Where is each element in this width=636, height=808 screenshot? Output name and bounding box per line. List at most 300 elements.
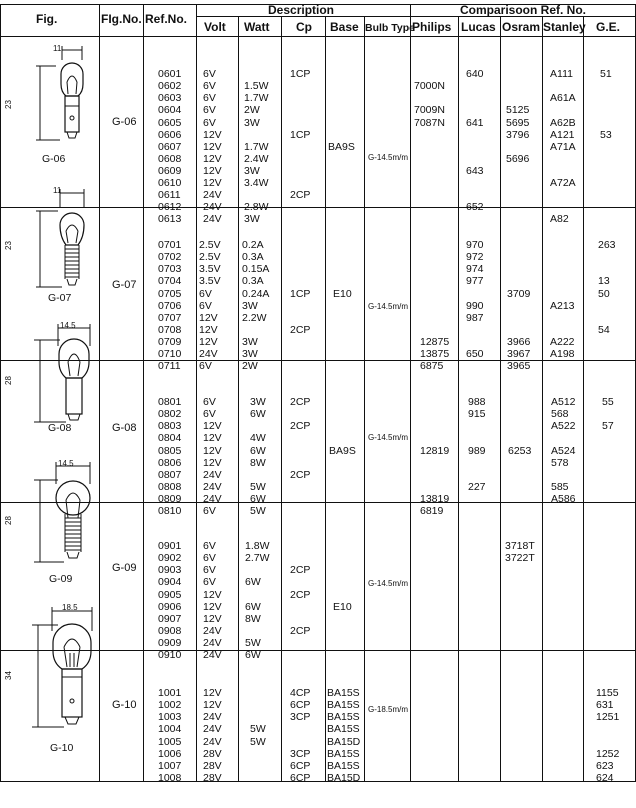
table-cell: 0907 [158,612,182,625]
ge-column [598,215,616,396]
table-cell: 989 [468,444,486,457]
table-cell [466,723,484,735]
table-cell [414,141,445,153]
table-cell [245,564,270,576]
table-cell [506,165,529,177]
table-cell: 6V [203,92,216,105]
table-cell [505,625,535,637]
table-cell: 8W [245,612,261,625]
watt-column [250,663,268,808]
lucas-column [466,516,484,685]
table-cell: 24V [203,213,222,226]
table-cell [329,469,356,481]
table-cell: 12V [203,588,222,601]
table-cell: 13875 [420,348,450,361]
table-cell [600,153,618,165]
table-cell: 1155 [596,687,619,700]
table-cell: 0711 [158,360,181,373]
table-cell: 6W [250,408,266,421]
table-cell [505,601,535,613]
table-cell [328,177,355,189]
table-cell [507,312,530,324]
osram-column [505,663,523,808]
table-cell: 640 [466,68,484,81]
table-cell: 0704 [158,275,182,288]
table-cell [420,300,449,312]
table-cell: 0903 [158,564,182,577]
table-cell: 0801 [158,396,182,409]
table-cell [550,723,568,735]
table-cell [550,613,568,625]
table-cell: 6V [203,552,216,565]
header-cp: Cp [296,20,312,34]
table-cell: 3.5V [199,275,221,288]
table-cell [508,396,531,408]
table-cell [505,637,535,649]
table-cell: 3.4W [244,177,269,190]
table-cell [329,420,356,432]
table-cell [290,165,310,177]
table-cell: 0804 [158,432,182,445]
table-cell [290,576,310,588]
table-cell: 1005 [158,735,182,748]
table-cell [550,251,575,263]
table-cell: 1002 [158,699,182,712]
table-cell [466,699,484,711]
table-cell: 624 [596,771,614,784]
table-cell: 6819 [420,505,444,518]
table-cell [550,736,568,748]
table-cell [466,540,484,552]
table-cell [466,552,484,564]
table-cell: 2W [242,360,258,373]
table-cell: 0605 [158,116,182,129]
dim-width: 11 [53,186,62,195]
table-cell: 623 [596,759,614,772]
table-cell: A213 [550,299,575,312]
table-cell: 2CP [290,468,311,481]
table-cell [290,251,310,263]
table-cell [420,469,449,481]
stanley-column [550,215,575,396]
table-cell: 0908 [158,624,182,637]
volt-column [199,215,221,396]
osram-column [507,215,530,396]
table-cell: 972 [466,251,484,264]
table-cell [506,80,529,92]
table-cell [420,736,438,748]
table-cell [550,699,568,711]
table-cell: BA15S [327,711,360,724]
table-cell [290,80,310,92]
table-cell [505,736,523,748]
table-cell [328,153,355,165]
table-cell [290,153,310,165]
table-cell: 0901 [158,540,182,553]
table-cell: A586 [551,492,576,505]
table-cell [600,201,618,213]
table-cell [505,711,523,723]
table-cell: 0606 [158,128,182,141]
table-cell [600,177,618,189]
table-cell [466,772,484,784]
table-cell [290,493,310,505]
table-cell [505,576,535,588]
table-cell: BA15S [327,687,360,700]
table-cell [466,613,484,625]
table-cell: 50 [598,287,610,300]
table-cell [420,312,449,324]
dim-width: 14.5 [60,321,76,330]
dim-height: 23 [3,241,13,250]
table-cell: 974 [466,263,484,276]
table-cell [506,141,529,153]
table-cell [508,420,531,432]
table-cell: A71A [550,140,576,153]
table-cell: 24V [203,735,222,748]
table-cell [244,129,269,141]
header-description: Description [268,3,335,17]
philips-column [420,516,438,685]
table-cell: BA15S [327,759,360,772]
table-cell: 3W [250,396,266,409]
table-cell [600,80,618,92]
header-osram: Osram [502,20,541,34]
table-cell [333,613,352,625]
table-cell [466,748,484,760]
table-cell [466,601,484,613]
table-cell: 977 [466,275,484,288]
table-cell [250,420,268,432]
table-cell [290,601,310,613]
table-cell [505,772,523,784]
table-cell [602,469,620,481]
table-cell: BA15S [327,723,360,736]
table-cell: 1CP [290,68,311,81]
table-cell [505,649,535,661]
table-cell [420,589,438,601]
table-cell [468,457,486,469]
fig-no: G-09 [112,562,137,574]
table-cell [550,576,568,588]
table-cell: 0.15A [242,263,270,276]
table-cell [333,564,352,576]
table-cell: 7009N [414,104,445,117]
table-cell [290,275,310,287]
header-volt: Volt [204,20,226,34]
table-cell [414,189,445,201]
table-cell [414,153,445,165]
table-cell [250,772,268,784]
table-cell: 970 [466,239,484,252]
table-cell [550,201,576,213]
table-cell: 6CP [290,759,311,772]
table-cell [244,189,269,201]
table-cell [466,711,484,723]
table-cell: 6V [203,564,216,577]
table-cell [550,589,568,601]
table-cell [598,336,616,348]
table-cell [290,432,310,444]
table-cell: 0602 [158,80,182,93]
table-cell: 3709 [507,287,531,300]
table-cell [333,637,352,649]
table-cell [550,711,568,723]
table-cell [333,576,352,588]
table-cell [328,129,355,141]
table-cell [600,104,618,116]
table-cell [420,420,449,432]
table-cell: 0802 [158,408,182,421]
table-cell [505,613,535,625]
table-cell: A512 [551,396,576,409]
bulb-type: G-18.5m/m [368,705,409,714]
table-cell [290,92,310,104]
base-column [327,663,360,808]
watt-column [245,516,270,685]
table-cell: 2CP [290,189,311,202]
table-cell: 24V [203,468,222,481]
bulb-type: G-14.5m/m [368,579,409,588]
table-cell [507,300,530,312]
table-cell: 0707 [158,311,182,324]
table-cell [420,552,438,564]
table-cell [242,324,269,336]
dim-height: 23 [3,100,13,109]
table-cell [290,481,310,493]
table-cell [466,589,484,601]
table-cell: BA15S [327,747,360,760]
table-cell: 0706 [158,299,182,312]
table-cell: 6875 [420,360,444,373]
table-cell [550,637,568,649]
cp-column [290,215,310,396]
table-cell: 12V [203,612,222,625]
table-cell [505,723,523,735]
table-cell [507,251,530,263]
table-cell [505,760,523,772]
table-cell: 28V [203,771,222,784]
table-cell: 0904 [158,576,182,589]
table-cell: 24V [203,636,222,649]
table-cell: 6V [199,360,212,373]
table-cell [290,540,310,552]
table-cell: 0608 [158,152,182,165]
table-cell: 2CP [290,420,311,433]
table-cell: 2.8W [244,201,269,214]
table-cell [290,117,310,129]
table-cell [466,104,484,116]
table-cell: 3W [244,164,260,177]
table-cell: 2.4W [244,152,269,165]
fig-no: G-10 [112,699,137,711]
table-cell [600,189,618,201]
table-cell [420,649,438,661]
table-cell: 0708 [158,323,182,336]
table-cell: 5W [250,505,266,518]
bulb-type: G-14.5m/m [368,433,409,442]
table-cell: 0.3A [242,275,264,288]
table-cell: 12V [203,600,222,613]
header-ge: G.E. [596,20,621,34]
table-cell: 6W [250,492,266,505]
table-cell [290,408,310,420]
table-cell: 631 [596,699,614,712]
table-cell: 1251 [596,711,620,724]
table-cell: 1.7W [244,92,269,105]
table-cell: 2CP [290,564,311,577]
table-cell [550,772,568,784]
table-cell [333,552,352,564]
table-cell [550,263,575,275]
table-cell [328,68,355,80]
table-cell: A522 [551,420,576,433]
table-cell [466,336,484,348]
ref-no-column [158,215,181,396]
table-cell: 652 [466,201,484,214]
table-cell [507,263,530,275]
table-cell [598,251,616,263]
table-cell: 3W [244,116,260,129]
table-cell: 5W [250,735,266,748]
table-cell [550,360,575,372]
table-cell [290,457,310,469]
table-cell: 0611 [158,189,181,202]
table-cell: 5W [245,636,261,649]
dim-height: 28 [3,376,13,385]
table-cell [596,736,619,748]
table-cell: 5695 [506,116,530,129]
table-cell [506,201,529,213]
table-cell: 12V [203,444,222,457]
table-cell: A121 [550,128,575,141]
table-cell: 12V [199,335,218,348]
table-cell: 5W [250,723,266,736]
table-cell: 2W [244,104,260,117]
table-cell: 0807 [158,468,182,481]
table-cell [328,104,355,116]
table-cell: 6V [199,299,212,312]
table-cell [333,324,352,336]
table-cell [420,760,438,772]
dim-width: 11 [53,44,62,53]
table-cell: 0.24A [242,287,270,300]
table-cell [333,312,352,324]
table-cell: 3W [242,299,258,312]
table-cell [468,493,486,505]
table-cell: 8W [250,456,266,469]
table-cell [420,637,438,649]
table-cell: 3966 [507,335,531,348]
table-cell: 0603 [158,92,182,105]
table-cell: 28V [203,759,222,772]
table-cell [466,736,484,748]
table-cell: 24V [203,201,222,214]
table-cell [602,481,620,493]
table-cell: 0803 [158,420,182,433]
table-cell: 12V [203,140,222,153]
stanley-column [550,516,568,685]
table-cell [414,68,445,80]
table-cell [420,457,449,469]
table-cell: A62B [550,116,576,129]
table-cell [506,92,529,104]
table-cell: 2.7W [245,552,270,565]
table-cell: A198 [550,348,575,361]
table-cell: 0609 [158,164,182,177]
table-cell [600,625,618,637]
table-cell [550,312,575,324]
table-cell [466,687,484,699]
table-cell: 7087N [414,116,445,129]
table-cell [333,649,352,661]
table-cell [466,637,484,649]
table-cell [550,601,568,613]
table-cell: 6V [203,116,216,129]
table-cell [420,625,438,637]
fig-label: G-06 [42,153,66,165]
table-cell [550,625,568,637]
table-cell: 0902 [158,552,182,565]
table-cell: 6W [250,444,266,457]
table-cell: 650 [466,348,484,361]
table-cell: 12V [203,164,222,177]
table-cell [505,699,523,711]
table-cell: A82 [550,213,569,226]
table-cell: BA15D [327,735,361,748]
cp-column [290,516,310,685]
table-cell: 6V [203,104,216,117]
table-cell [290,201,310,213]
table-cell: 0702 [158,251,182,264]
table-cell [414,201,445,213]
table-cell [290,348,310,360]
table-cell: 1.8W [245,540,270,553]
table-cell [602,432,620,444]
table-cell [466,360,484,372]
table-cell: 6CP [290,699,311,712]
table-cell: 263 [598,239,616,252]
table-cell: 1004 [158,723,182,736]
dim-width: 18.5 [62,603,78,612]
table-cell [508,432,531,444]
table-cell: 0607 [158,140,182,153]
table-cell [290,552,310,564]
bulb-g-09-drawing-icon [20,458,100,568]
table-cell: 24V [203,723,222,736]
table-cell: 3967 [507,348,531,361]
table-cell [600,552,618,564]
table-cell [600,141,618,153]
table-cell [328,201,355,213]
table-cell: 6V [203,68,216,81]
header-ref-no: Ref.No. [145,12,187,26]
table-cell: 2.5V [199,239,221,252]
table-cell [466,129,484,141]
table-cell [420,251,449,263]
table-cell [508,457,531,469]
table-cell [290,104,310,116]
table-cell: 3CP [290,747,311,760]
table-cell [250,687,268,699]
table-cell [466,141,484,153]
philips-column [420,215,449,396]
table-cell [602,408,620,420]
table-cell: 0808 [158,480,182,493]
header-base: Base [330,20,359,34]
table-cell [420,432,449,444]
table-cell [550,748,568,760]
